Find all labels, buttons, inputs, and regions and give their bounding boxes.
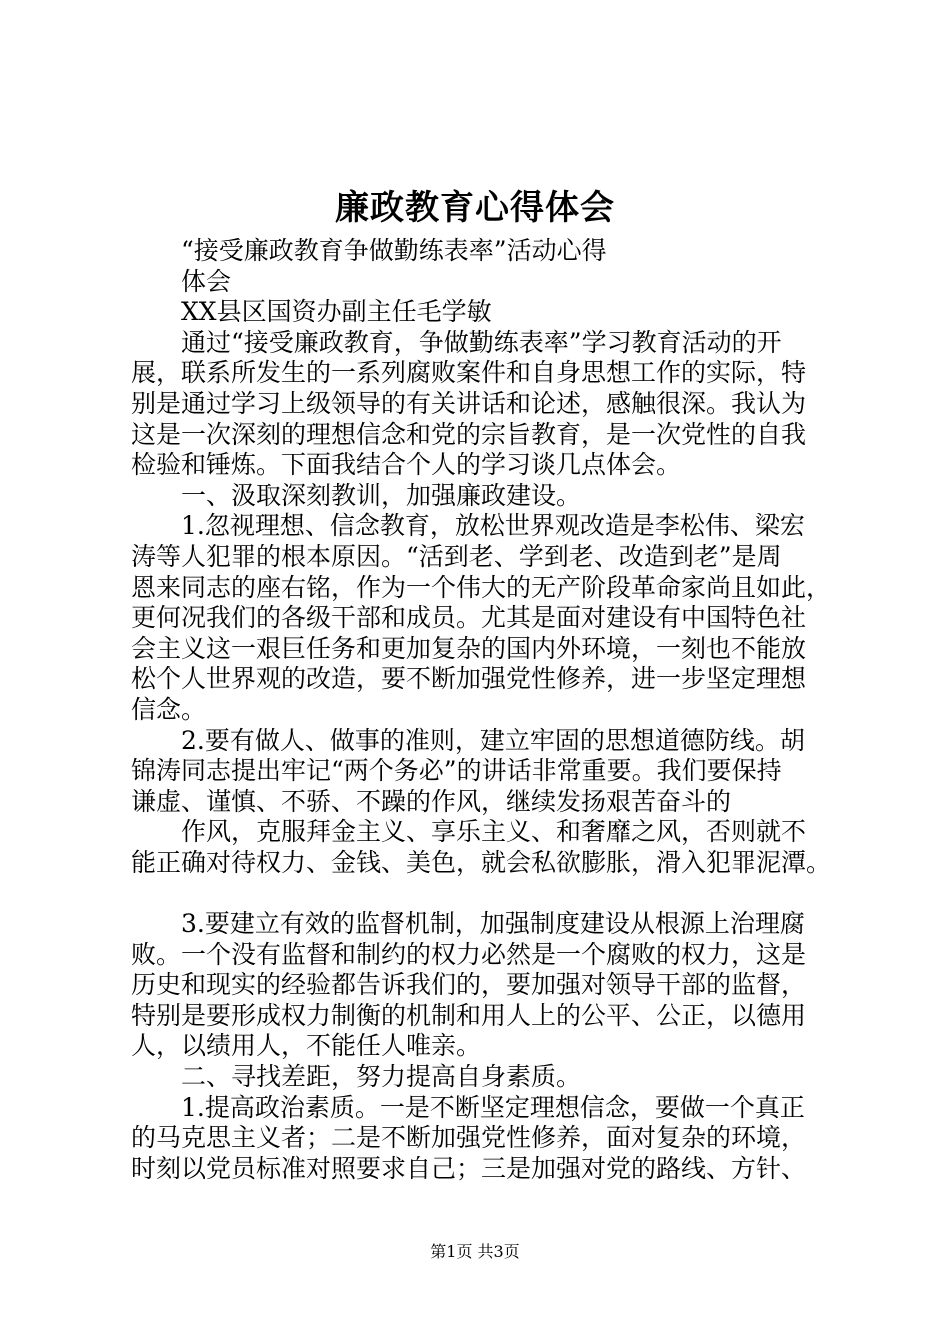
text-line: 检验和锤炼。下面我结合个人的学习谈几点体会。: [131, 450, 682, 480]
text-line: 恩来同志的座右铭，作为一个伟大的无产阶段革命家尚且如此，: [131, 572, 832, 602]
page-number-label: 第1页 共3页: [430, 1242, 520, 1261]
text-line: 谦虚、谨慎、不骄、不躁的作风，继续发扬艰苦奋斗的: [131, 786, 732, 816]
text-line: 涛等人犯罪的根本原因。“活到老、学到老、改造到老”是周: [131, 541, 782, 571]
text-line: 更何况我们的各级干部和成员。尤其是面对建设有中国特色社: [131, 603, 807, 633]
text-line: 体会: [181, 266, 232, 296]
text-line: 松个人世界观的改造，要不断加强党性修养，进一步坚定理想: [131, 664, 807, 694]
text-line: 二、寻找差距，努力提高自身素质。: [181, 1062, 582, 1092]
text-line: 展，联系所发生的一系列腐败案件和自身思想工作的实际，特: [131, 358, 807, 388]
text-line: 1.忽视理想、信念教育，放松世界观改造是李松伟、梁宏: [181, 511, 805, 541]
text-line: 的马克思主义者；二是不断加强党性修养，面对复杂的环境，: [131, 1123, 807, 1153]
text-line: 锦涛同志提出牢记“两个务必”的讲话非常重要。我们要保持: [131, 756, 782, 786]
text-line: 作风，克服拜金主义、享乐主义、和奢靡之风，否则就不: [181, 817, 807, 847]
text-line: 败。一个没有监督和制约的权力必然是一个腐败的权力，这是: [131, 939, 807, 969]
text-line: 特别是要形成权力制衡的机制和用人上的公平、公正，以德用: [131, 1000, 807, 1030]
text-line: 能正确对待权力、金钱、美色，就会私欲膨胀，滑入犯罪泥潭。: [131, 847, 832, 877]
text-line: “接受廉政教育争做勤练表率”活动心得: [181, 236, 607, 265]
text-line: 一、汲取深刻教训，加强廉政建设。: [181, 480, 582, 510]
text-line: 历史和现实的经验都告诉我们的，要加强对领导干部的监督，: [131, 970, 807, 1000]
text-line: 3.要建立有效的监督机制，加强制度建设从根源上治理腐: [181, 909, 805, 939]
text-line: 人，以绩用人，不能任人唯亲。: [131, 1031, 482, 1061]
text-line: 2.要有做人、做事的准则，建立牢固的思想道德防线。胡: [181, 725, 805, 755]
text-line: 别是通过学习上级领导的有关讲话和论述，感触很深。我认为: [131, 388, 807, 418]
document-body: [131, 236, 843, 1184]
page-footer: [0, 1240, 950, 1264]
document-title: 廉政教育心得体会: [335, 188, 615, 228]
text-line: XX县区国资办副主任毛学敏: [181, 297, 492, 327]
text-line: 这是一次深刻的理想信念和党的宗旨教育，是一次党性的自我: [131, 419, 807, 449]
text-line: 通过“接受廉政教育，争做勤练表率”学习教育活动的开: [181, 327, 782, 357]
text-line: 时刻以党员标准对照要求自己；三是加强对党的路线、方针、: [131, 1153, 807, 1183]
text-line: 1.提高政治素质。一是不断坚定理想信念，要做一个真正: [181, 1092, 805, 1122]
text-line: 信念。: [131, 694, 207, 724]
text-line: [131, 878, 843, 909]
text-line: 会主义这一艰巨任务和更加复杂的国内外环境，一刻也不能放: [131, 633, 807, 663]
